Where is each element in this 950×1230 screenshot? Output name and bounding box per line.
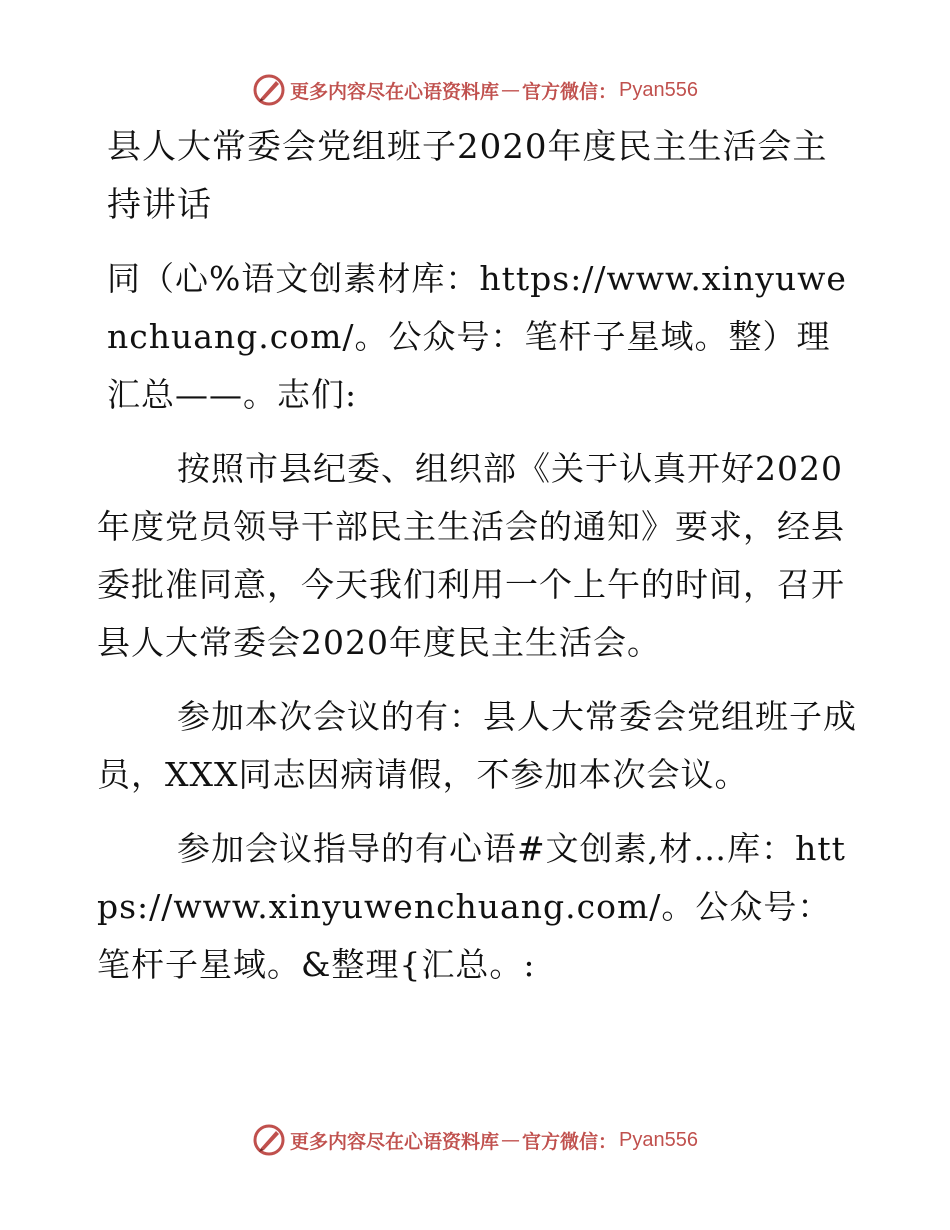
banner-text: 更多内容尽在心语资料库 [290,80,500,103]
paragraph-1: 同（心%语文创素材库：https://www.xinyuwenchuang.com/。公众号：笔杆子星域。整）理汇总——。志们: [107,259,847,414]
document-title: 县人大常委会党组班子2020年度民主生活会主持讲话 [107,127,828,225]
banner-text: 更多内容尽在心语资料库 [290,1130,500,1153]
footer-banner [0,1118,950,1162]
header-banner [0,68,950,112]
document-body [97,118,857,994]
banner-wechat-id: Pyan556 [619,1128,698,1151]
banner-dash: — [501,1129,521,1151]
banner-dash: — [501,79,521,101]
banner-wechat-label: 官方微信： [522,1130,618,1153]
pen-nib-logo-icon [252,1123,286,1157]
banner-wechat-id: Pyan556 [619,78,698,101]
pen-nib-logo-icon [252,73,286,107]
paragraph-2: 按照市县纪委、组织部《关于认真开好2020年度党员领导干部民主生活会的通知》要求，经县委批准同意，今天我们利用一个上午的时间，召开县人大常委会2020年度民主生活会。 [97,449,845,662]
paragraph-4: 参加会议指导的有心语#文创素,材…库：https://www.xinyuwenchuang.com/。公众号：笔杆子星域。&整理{汇总。: [97,829,846,984]
banner-wechat-label: 官方微信： [522,80,618,103]
paragraph-3: 参加本次会议的有：县人大常委会党组班子成员，XXX同志因病请假，不参加本次会议。 [97,697,857,794]
